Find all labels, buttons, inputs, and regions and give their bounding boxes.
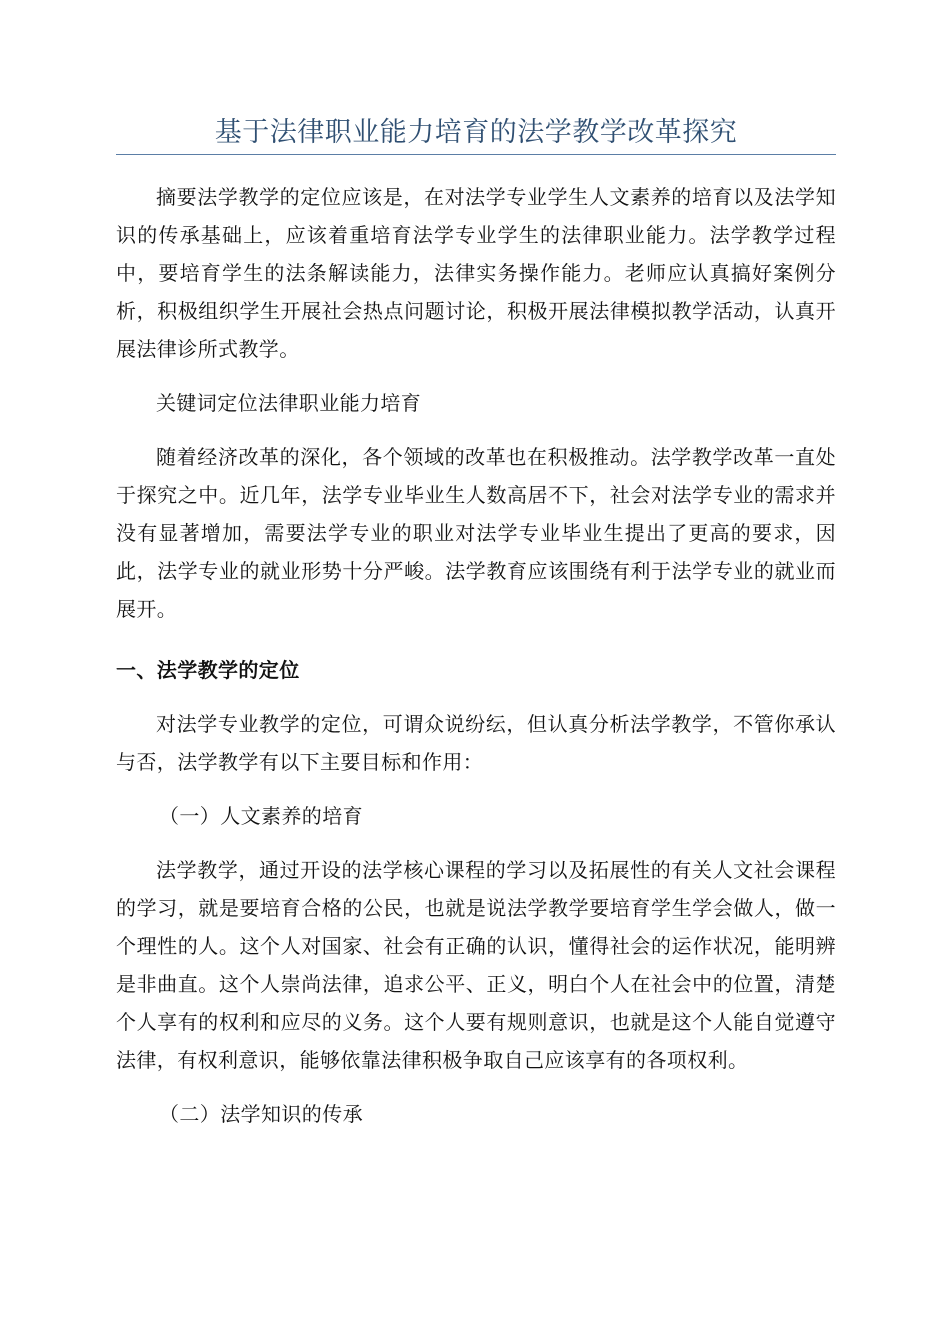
- document-page: [116, 0, 836, 1133]
- subsection1-paragraph: 法学教学，通过开设的法学核心课程的学习以及拓展性的有关人文社会课程的学习，就是要培育合格的公民，也就是说法学教学要培育学生学会做人，做一个理性的人。这个人对国家、社会有正确的认识，懂得社会的运作状况，能明辨是非曲直。这个人崇尚法律，追求公平、正义，明白个人在社会中的位置，清楚个人享有的权利和应尽的义务。这个人要有规则意识，也就是这个人能自觉遵守法律，有权利意识，能够依靠法律积极争取自己应该享有的各项权利。: [116, 858, 836, 1072]
- subsection-heading-1: （一）人文素养的培育: [159, 804, 363, 828]
- section-heading-1: 一、法学教学的定位: [116, 658, 300, 682]
- document-title: 基于法律职业能力培育的法学教学改革探究: [214, 117, 738, 148]
- section1-paragraph: 对法学专业教学的定位，可谓众说纷纭，但认真分析法学教学，不管你承认与否，法学教学有以下主要目标和作用：: [116, 712, 836, 774]
- intro-paragraph: 随着经济改革的深化，各个领域的改革也在积极推动。法学教学改革一直处于探究之中。近几年，法学专业毕业生人数高居不下，社会对法学专业的需求并没有显著增加，需要法学专业的职业对法学专业毕业生提出了更高的要求，因此，法学专业的就业形势十分严峻。法学教育应该围绕有利于法学专业的就业而展开。: [116, 445, 836, 621]
- title-underline: [116, 154, 836, 155]
- keywords-paragraph: 关键词定位法律职业能力培育: [156, 391, 422, 415]
- abstract-paragraph: 摘要法学教学的定位应该是，在对法学专业学生人文素养的培育以及法学知识的传承基础上，应该着重培育法学专业学生的法律职业能力。法学教学过程中，要培育学生的法条解读能力，法律实务操作能力。老师应认真搞好案例分析，积极组织学生开展社会热点问题讨论，积极开展法律模拟教学活动，认真开展法律诊所式教学。: [116, 185, 836, 361]
- subsection-heading-2: （二）法学知识的传承: [159, 1102, 363, 1126]
